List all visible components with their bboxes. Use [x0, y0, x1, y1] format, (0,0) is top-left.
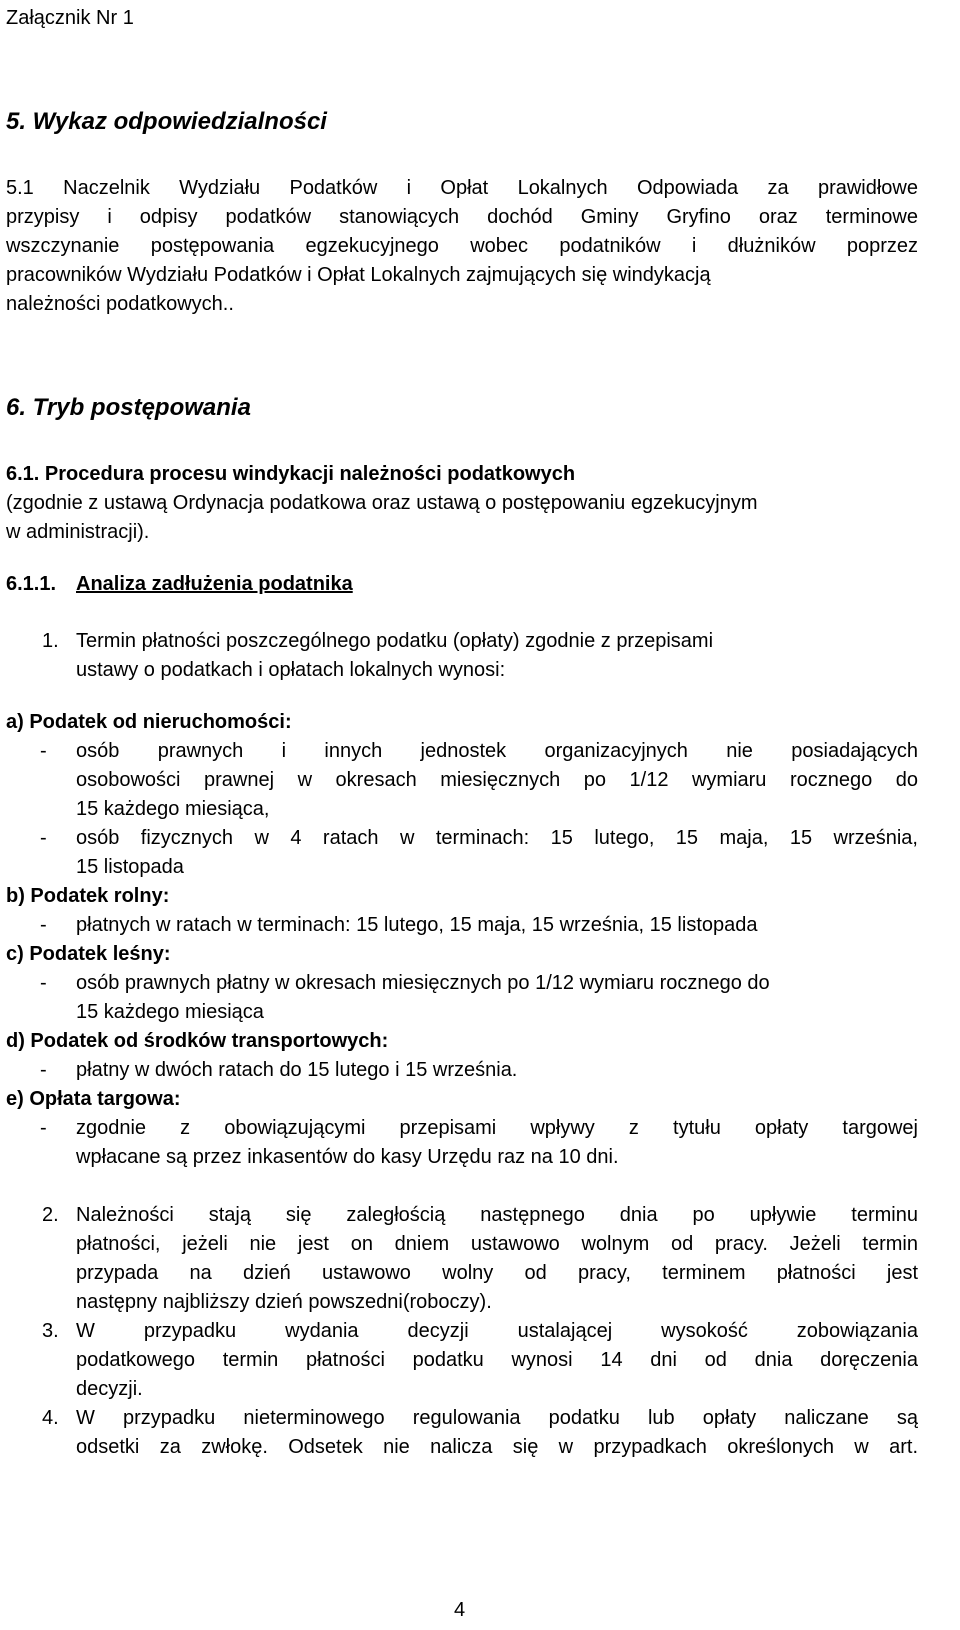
section-5-line-4: pracowników Wydziału Podatków i Opłat Lokalnych zajmujących się windykacją: [6, 264, 711, 286]
section-6-title: 6. Tryb postępowania: [6, 394, 251, 421]
section-5-line-1: 5.1 Naczelnik Wydziału Podatków i Opłat Lokalnych Odpowiada za prawidłowe: [6, 177, 918, 199]
section-6-1-title: 6.1. Procedura procesu windykacji należności podatkowych: [6, 463, 576, 485]
section-6-1-note-2: w administracji).: [6, 521, 150, 543]
tax-a-2-line-2: 15 listopada: [76, 856, 184, 878]
list-dash: -: [40, 740, 47, 762]
item-3-number: 3.: [42, 1320, 59, 1342]
item-2-line-3: przypada na dzień ustawowo wolny od pracy, terminem płatności jest: [76, 1262, 918, 1284]
item-1-number: 1.: [42, 630, 59, 652]
list-dash: -: [40, 972, 47, 994]
list-dash: -: [40, 914, 47, 936]
tax-b-title: b) Podatek rolny:: [6, 885, 170, 907]
section-5-line-5: należności podatkowych..: [6, 293, 234, 315]
item-2-number: 2.: [42, 1204, 59, 1226]
tax-a-title: a) Podatek od nieruchomości:: [6, 711, 292, 733]
tax-e-1-line-2: wpłacane są przez inkasentów do kasy Urzędu raz na 10 dni.: [76, 1146, 619, 1168]
section-6-1-note-1: (zgodnie z ustawą Ordynacja podatkowa oraz ustawą o postępowaniu egzekucyjnym: [6, 492, 758, 514]
item-3-line-1: W przypadku wydania decyzji ustalającej wysokość zobowiązania: [76, 1320, 918, 1342]
section-5-line-2: przypisy i odpisy podatków stanowiących dochód Gminy Gryfino oraz terminowe: [6, 206, 918, 228]
tax-a-1-line-1: osób prawnych i innych jednostek organizacyjnych nie posiadających: [76, 740, 918, 762]
section-6-1-1-title: Analiza zadłużenia podatnika: [76, 573, 353, 595]
item-4-line-2: odsetki za zwłokę. Odsetek nie nalicza się w przypadkach określonych w art.: [76, 1436, 918, 1458]
tax-c-1-line-2: 15 każdego miesiąca: [76, 1001, 264, 1023]
item-3-line-3: decyzji.: [76, 1378, 143, 1400]
tax-e-1-line-1: zgodnie z obowiązującymi przepisami wpływy z tytułu opłaty targowej: [76, 1117, 918, 1139]
item-4-line-1: W przypadku nieterminowego regulowania podatku lub opłaty naliczane są: [76, 1407, 918, 1429]
section-5-title: 5. Wykaz odpowiedzialności: [6, 108, 327, 135]
section-5-line-3: wszczynanie postępowania egzekucyjnego wobec podatników i dłużników poprzez: [6, 235, 918, 257]
item-1-line-1: Termin płatności poszczególnego podatku (opłaty) zgodnie z przepisami: [76, 630, 714, 652]
list-dash: -: [40, 827, 47, 849]
list-dash: -: [40, 1117, 47, 1139]
tax-e-title: e) Opłata targowa:: [6, 1088, 181, 1110]
tax-c-title: c) Podatek leśny:: [6, 943, 171, 965]
section-6-1-1-number: 6.1.1.: [6, 573, 57, 595]
tax-b-1-line: płatnych w ratach w terminach: 15 lutego, 15 maja, 15 września, 15 listopada: [76, 914, 758, 936]
item-1-line-2: ustawy o podatkach i opłatach lokalnych wynosi:: [76, 659, 506, 681]
tax-d-1-line: płatny w dwóch ratach do 15 lutego i 15 września.: [76, 1059, 518, 1081]
page-number: 4: [454, 1599, 466, 1621]
item-4-number: 4.: [42, 1407, 59, 1429]
item-2-line-1: Należności stają się zaległością następnego dnia po upływie terminu: [76, 1204, 918, 1226]
item-3-line-2: podatkowego termin płatności podatku wynosi 14 dni od dnia doręczenia: [76, 1349, 918, 1371]
item-2-line-2: płatności, jeżeli nie jest on dniem ustawowo wolnym od pracy. Jeżeli termin: [76, 1233, 918, 1255]
tax-c-1-line-1: osób prawnych płatny w okresach miesięcznych po 1/12 wymiaru rocznego do: [76, 972, 770, 994]
tax-a-1-line-2: osobowości prawnej w okresach miesięcznych po 1/12 wymiaru rocznego do: [76, 769, 918, 791]
list-dash: -: [40, 1059, 47, 1081]
tax-a-2-line-1: osób fizycznych w 4 ratach w terminach: 15 lutego, 15 maja, 15 września,: [76, 827, 918, 849]
item-2-line-4: następny najbliższy dzień powszedni(roboczy).: [76, 1291, 492, 1313]
tax-a-1-line-3: 15 każdego miesiąca,: [76, 798, 270, 820]
attachment-header: Załącznik Nr 1: [6, 7, 134, 29]
tax-d-title: d) Podatek od środków transportowych:: [6, 1030, 389, 1052]
